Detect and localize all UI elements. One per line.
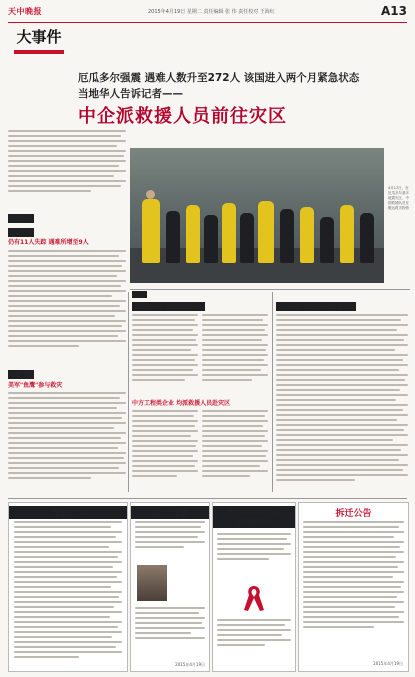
headline-kicker: 厄瓜多尔强震 遇难人数升至272人 该国进入两个月紧急状态 [78, 72, 360, 84]
dateline: 2015年4月19日 星期二 责任编辑 张 伟 责任校对 王海红 [148, 9, 275, 15]
ad-row-divider [8, 498, 407, 499]
rescuer-figure [320, 217, 334, 263]
missing-body-ad-date: 2015年4月19日 [175, 662, 205, 667]
article-japan-text [8, 250, 126, 355]
column-divider [272, 292, 273, 492]
aids-ad-title: 如何确诊艾滋病 [213, 506, 295, 517]
notice-ad-title: 启事公告 [9, 506, 127, 519]
subhead-china-tech: 地震救援 中国技术装备品显 [276, 303, 357, 311]
rescuer-head [146, 190, 155, 199]
missing-body-ad-text-2 [135, 607, 205, 657]
newspaper-brand: 天中晚报 [8, 6, 42, 16]
demolition-ad-date: 2015年4月19日 [373, 661, 403, 666]
article-quake-text-b [202, 314, 268, 394]
aids-info-ad [212, 502, 296, 672]
photo-caption: 4月17日，在厄瓜多尔基多地震灾区，中国救援队员在搬运救灾物资 [388, 186, 409, 210]
section-accent-bar [14, 50, 64, 54]
article-firms-text-a [132, 410, 198, 490]
missing-body-ad [130, 502, 210, 672]
rescuer-figure [166, 211, 180, 263]
rescue-team-photo [130, 148, 384, 283]
demolition-ad-title: 拆迁公告 [335, 509, 372, 519]
rescuer-figure [280, 209, 294, 263]
subhead-osprey: 美军"鱼鹰"参与救灾 [8, 382, 63, 389]
subhead-japan-status: 灾情现状 [8, 229, 34, 237]
article-intro-text [8, 130, 126, 205]
subhead-quake-272: 7.8级强震 致272人遇难 [132, 303, 205, 311]
aids-ad-text [217, 533, 291, 573]
subhead-japan-missing: 仍有11人失踪 遇难所增至9人 [8, 239, 89, 246]
deceased-photo [137, 565, 167, 601]
missing-body-ad-text [135, 521, 205, 561]
rescuer-figure [222, 203, 236, 263]
masthead [8, 6, 407, 23]
demolition-ad-text [303, 521, 404, 651]
subhead-aftershock: 余震不断 [8, 371, 34, 379]
article-firms-text-b [202, 410, 268, 490]
demolition-notice-ad [298, 502, 409, 672]
missing-body-ad-title: 认尸启事 [131, 506, 209, 519]
section-label [8, 26, 70, 76]
subhead-plateau: 高原灾 [132, 292, 148, 298]
notice-ad-text [14, 521, 122, 666]
rescuer-figure [204, 215, 218, 263]
rescuer-figure [340, 205, 354, 263]
rescuer-figure [186, 205, 200, 263]
aids-ad-text-2 [217, 619, 291, 664]
notice-ad [8, 502, 128, 672]
rescuer-figure [142, 199, 160, 263]
section-label-text: 大事件 [16, 28, 62, 46]
article-tech-text [276, 314, 408, 492]
subhead-japan: 日本九州 [8, 215, 34, 223]
horizontal-divider [130, 289, 410, 290]
rescuer-figure [360, 213, 374, 263]
rescuer-figure [300, 207, 314, 263]
column-divider [128, 292, 129, 492]
main-headline: 中企派救援人员前往灾区 [78, 106, 287, 127]
subhead-chinese-firms: 中方工程类企业 均派救援人员赴灾区 [132, 400, 231, 407]
headline-kicker-2: 当地华人告诉记者—— [78, 88, 183, 100]
article-quake-text-a [132, 314, 198, 394]
rescuer-figure [240, 213, 254, 263]
page-number: A13 [381, 4, 407, 18]
red-ribbon-icon [240, 583, 268, 613]
rescuer-figure [258, 201, 274, 263]
aids-ad-title-2: 病毒感染? [213, 517, 295, 528]
article-osprey-text [8, 392, 126, 492]
